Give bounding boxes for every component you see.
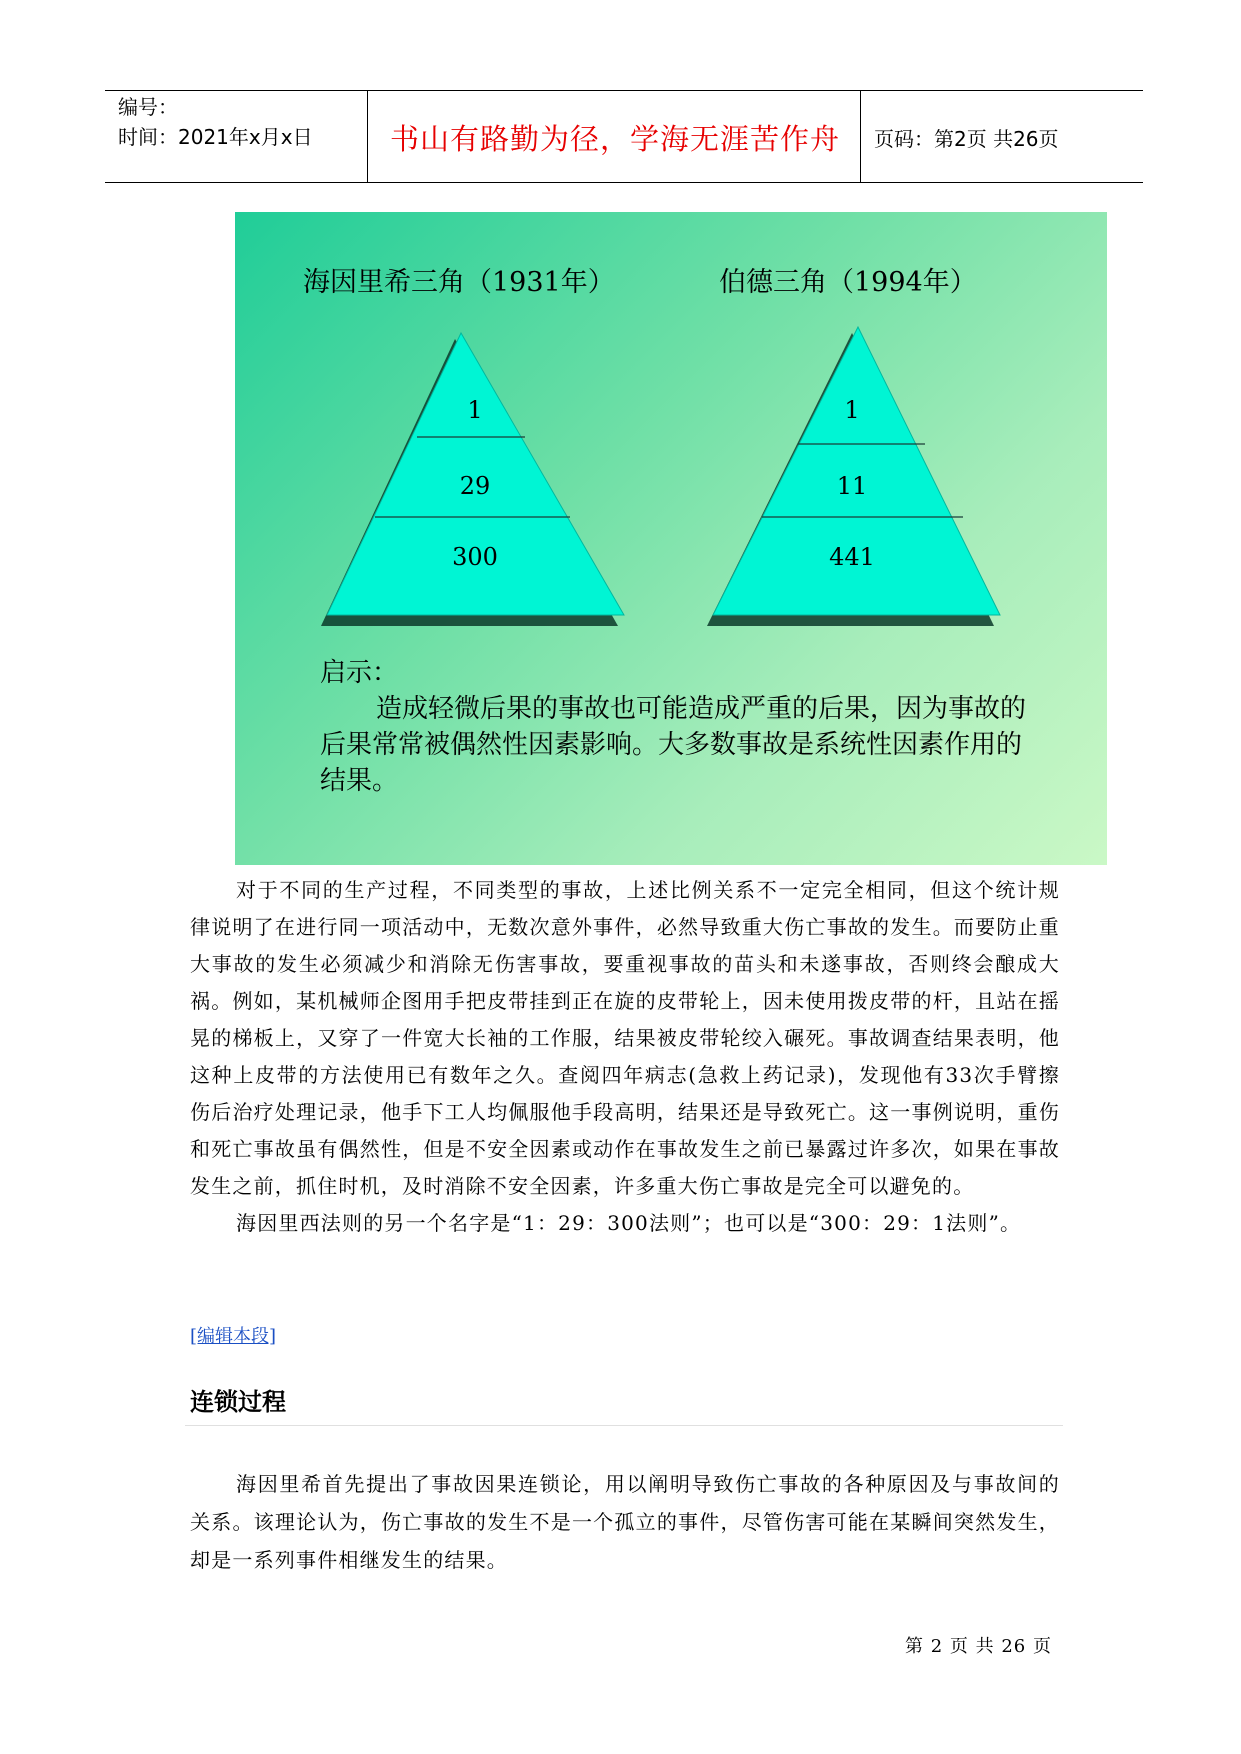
heinrich-level-1: 1 [467,396,483,424]
body-paragraph-1: 对于不同的生产过程，不同类型的事故，上述比例关系不一定完全相同，但这个统计规律说明了在进行同一项活动中，无数次意外事件，必然导致重大伤亡事故的发生。而要防止重大事故的发生必须减少和消除无伤害事故，要重视事故的苗头和未遂事故，否则终会酿成大祸。例如，某机械师企图用手把皮带挂到正在旋的皮带轮上，因未使用拨皮带的杆，且站在摇晃的梯板上，又穿了一件宽大长袖的工作服，结果被皮带轮绞入碾死。事故调查结果表明，他这种上皮带的方法使用已有数年之久。查阅四年病志(急救上药记录)，发现他有33次手臂擦伤后治疗处理记录，他手下工人均佩服他手段高明，结果还是导致死亡。这一事例说明，重伤和死亡事故虽有偶然性，但是不安全因素或动作在事故发生之前已暴露过许多次，如果在事故发生之前，抓住时机，及时消除不安全因素，许多重大伤亡事故是完全可以避免的。 [190,878,1060,1198]
header-meta [118,92,313,152]
header-page-info: 页码：第2页 共26页 [874,126,1059,151]
article-body [190,872,1060,1242]
insight-text: 造成轻微后果的事故也可能造成严重的后果，因为事故的后果常常被偶然性因素影响。大多数事故是系统性因素作用的结果。 [320,694,1027,796]
serial-label: 编号： [118,95,178,119]
section-body [190,1465,1060,1579]
insight-title: 启示： [320,658,399,688]
heinrich-level-2: 29 [459,472,491,500]
header-motto: 书山有路勤为径，学海无涯苦作舟 [389,121,840,156]
bird-pyramid [713,327,1000,615]
header-bottom-rule [105,182,1143,183]
insight-block [320,655,1040,799]
page-footer: 第 2 页 共 26 页 [905,1636,1052,1657]
edit-section-link[interactable]: [编辑本段] [190,1326,277,1347]
bird-level-3: 441 [829,543,875,571]
time-label: 时间：2021年x月x日 [118,125,313,149]
section-heading: 连锁过程 [190,1388,286,1416]
body-paragraph-2: 海因里西法则的另一个名字是“1：29：300法则”；也可以是“300：29：1法则”。 [236,1211,1022,1235]
bird-triangle-title: 伯德三角（1994年） [719,267,977,298]
header-top-rule [105,90,1143,91]
bird-level-2: 11 [836,472,868,500]
header-divider-right [860,90,861,183]
heinrich-level-3: 300 [452,543,498,571]
body-paragraph-3: 海因里希首先提出了事故因果连锁论，用以阐明导致伤亡事故的各种原因及与事故间的关系。该理论认为，伤亡事故的发生不是一个孤立的事件，尽管伤害可能在某瞬间突然发生，却是一系列事件相继发生的结果。 [190,1472,1060,1572]
heinrich-triangle-title: 海因里希三角（1931年） [303,267,615,298]
section-rule [185,1425,1063,1426]
bird-level-1: 1 [844,396,860,424]
header-divider-left [367,90,368,183]
accident-pyramid-figure [235,212,1107,865]
